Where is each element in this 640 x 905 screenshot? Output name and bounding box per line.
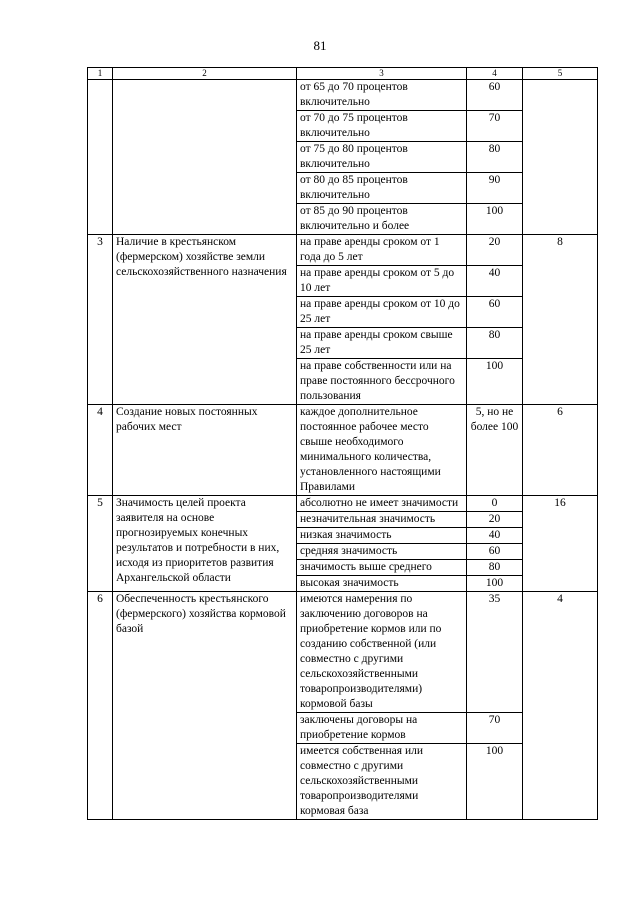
option-score: 40 — [467, 266, 523, 297]
option-text: от 80 до 85 процентов включительно — [297, 173, 467, 204]
option-score: 100 — [467, 204, 523, 235]
option-text: абсолютно не имеет значимости — [297, 496, 467, 512]
option-score: 80 — [467, 142, 523, 173]
option-text: имеется собственная или совместно с другими сельскохозяйственными товаропроизводителями кормовая база — [297, 744, 467, 820]
option-score: 80 — [467, 560, 523, 576]
criterion-max-score: 8 — [523, 235, 598, 405]
option-text: средняя значимость — [297, 544, 467, 560]
criterion-max-score: 4 — [523, 592, 598, 820]
criterion-name: Обеспеченность крестьянского (фермерского) хозяйства кормовой базой — [113, 592, 297, 820]
option-score: 70 — [467, 111, 523, 142]
option-score: 40 — [467, 528, 523, 544]
option-score: 0 — [467, 496, 523, 512]
page-number: 81 — [313, 38, 327, 53]
option-text: от 70 до 75 процентов включительно — [297, 111, 467, 142]
criterion-max-score: 6 — [523, 405, 598, 496]
option-text: от 85 до 90 процентов включительно и более — [297, 204, 467, 235]
option-score: 20 — [467, 235, 523, 266]
option-text: заключены договоры на приобретение кормов — [297, 713, 467, 744]
criterion-name: Наличие в крестьянском (фермерском) хозяйстве земли сельскохозяйственного назначения — [113, 235, 297, 405]
table-row — [88, 80, 598, 111]
table-row — [88, 405, 598, 496]
column-number-4: 4 — [467, 68, 523, 80]
option-text: на праве аренды сроком от 10 до 25 лет — [297, 297, 467, 328]
option-text: незначительная значимость — [297, 512, 467, 528]
criterion-number — [88, 80, 113, 235]
criterion-name — [113, 80, 297, 235]
option-score: 35 — [467, 592, 523, 713]
option-score: 60 — [467, 297, 523, 328]
option-text: на праве аренды сроком от 1 года до 5 лет — [297, 235, 467, 266]
criterion-name: Значимость целей проекта заявителя на основе прогнозируемых конечных результатов и потребности в них, исходя из приоритетов развития Архангельской области — [113, 496, 297, 592]
option-score: 5, но не более 100 — [467, 405, 523, 496]
option-text: низкая значимость — [297, 528, 467, 544]
column-number-2: 2 — [113, 68, 297, 80]
option-score: 60 — [467, 80, 523, 111]
criterion-number: 3 — [88, 235, 113, 405]
table-row — [88, 592, 598, 713]
option-score: 100 — [467, 744, 523, 820]
option-score: 100 — [467, 359, 523, 405]
criterion-name: Создание новых постоянных рабочих мест — [113, 405, 297, 496]
criterion-number: 6 — [88, 592, 113, 820]
option-score: 80 — [467, 328, 523, 359]
criterion-number: 4 — [88, 405, 113, 496]
table-row — [88, 496, 598, 512]
option-text: каждое дополнительное постоянное рабочее место свыше необходимого минимального количества, установленного настоящими Правилами — [297, 405, 467, 496]
option-text: имеются намерения по заключению договоров на приобретение кормов или по созданию собственной (или совместно с другими сельскохозяйственными товаропроизводителями) кормовой базы — [297, 592, 467, 713]
column-number-3: 3 — [297, 68, 467, 80]
option-text: на праве аренды сроком свыше 25 лет — [297, 328, 467, 359]
option-text: от 75 до 80 процентов включительно — [297, 142, 467, 173]
option-text: на праве аренды сроком от 5 до 10 лет — [297, 266, 467, 297]
option-score: 60 — [467, 544, 523, 560]
option-score: 90 — [467, 173, 523, 204]
option-score: 100 — [467, 576, 523, 592]
option-text: значимость выше среднего — [297, 560, 467, 576]
criterion-number: 5 — [88, 496, 113, 592]
table-row — [88, 235, 598, 266]
column-number-1: 1 — [88, 68, 113, 80]
option-score: 70 — [467, 713, 523, 744]
table-header-row — [88, 68, 598, 80]
criteria-table — [87, 67, 598, 820]
criterion-max-score — [523, 80, 598, 235]
criterion-max-score: 16 — [523, 496, 598, 592]
option-score: 20 — [467, 512, 523, 528]
option-text: высокая значимость — [297, 576, 467, 592]
option-text: от 65 до 70 процентов включительно — [297, 80, 467, 111]
option-text: на праве собственности или на праве постоянного бессрочного пользования — [297, 359, 467, 405]
column-number-5: 5 — [523, 68, 598, 80]
